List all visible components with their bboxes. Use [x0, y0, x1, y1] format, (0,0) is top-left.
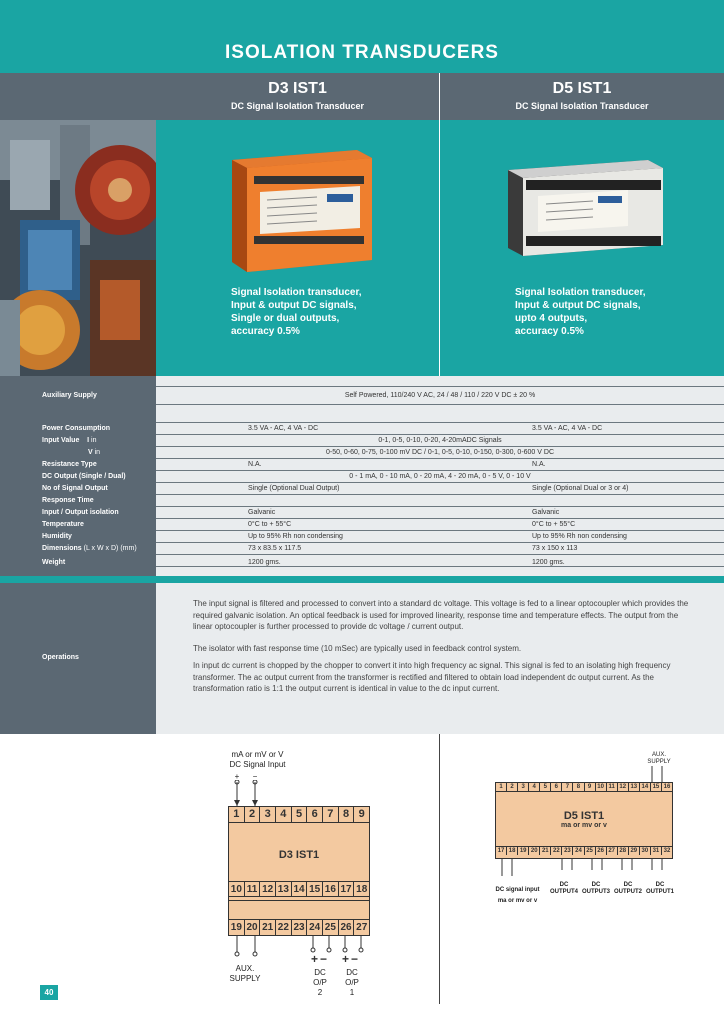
d3-aux-2: SUPPLY — [229, 974, 261, 983]
value-temperature-d5: 0°C to + 55°C — [532, 521, 576, 528]
label-dc-output: DC Output (Single / Dual) — [42, 473, 126, 480]
label-auxiliary-supply: Auxiliary Supply — [42, 392, 97, 399]
value-input-current: 0-1, 0-5, 0-10, 0-20, 4-20mADC Signals — [378, 437, 502, 444]
pin: 4 — [276, 807, 292, 822]
d3-input-label — [205, 750, 310, 770]
industrial-photo — [0, 120, 156, 376]
d5-desc-line: Signal Isolation transducer, — [515, 287, 646, 298]
pin: 7 — [323, 807, 339, 822]
d3-aux-1: AUX. — [235, 964, 255, 973]
product-subtitle-d3: DC Signal Isolation Transducer — [230, 101, 365, 111]
row-divider — [156, 530, 724, 531]
d3-desc-line: Input & output DC signals, — [231, 300, 357, 311]
d3-desc-line: Signal Isolation transducer, — [231, 287, 362, 298]
d5-output2-label — [612, 882, 644, 896]
d3-input-label-2: DC Signal Input — [229, 760, 286, 769]
d5-output2-dc: DC — [623, 882, 633, 888]
value-resistance-d3: N.A. — [248, 461, 262, 468]
section-separator — [0, 576, 724, 583]
pin: 12 — [618, 783, 629, 791]
pin: 24 — [573, 847, 584, 855]
d3-device-image — [222, 140, 377, 280]
value-power-d5: 3.5 VA - AC, 4 VA - DC — [532, 425, 603, 432]
d3-aux-supply-label — [220, 964, 270, 984]
pin: 2 — [245, 807, 261, 822]
diagram-divider — [439, 734, 440, 1004]
value-outputs-d5: Single (Optional Dual or 3 or 4) — [532, 485, 629, 492]
d5-aux-1: AUX. — [651, 752, 666, 758]
d5-output1-name: OUTPUT1 — [645, 889, 674, 895]
pin: 9 — [358, 808, 365, 820]
label-input-value-text: Input Value — [42, 437, 80, 444]
pin: 6 — [551, 783, 562, 791]
d3-op1-3: 1 — [349, 988, 355, 997]
pin: 30 — [640, 847, 651, 855]
value-weight-d3: 1200 gms. — [248, 559, 281, 566]
label-dimensions — [42, 544, 137, 553]
d3-pins-bottom — [229, 919, 369, 935]
label-input-v-in: in — [94, 449, 101, 456]
pin: 11 — [245, 882, 261, 896]
row-divider — [156, 434, 724, 435]
d5-device-image — [498, 150, 668, 270]
d3-module-name: D3 IST1 — [278, 849, 320, 861]
value-outputs-d3: Single (Optional Dual Output) — [248, 485, 340, 492]
label-response-time: Response Time — [42, 497, 94, 504]
pin: 13 — [276, 882, 292, 896]
d3-desc-line: accuracy 0.5% — [231, 326, 300, 337]
d3-pins-top — [229, 807, 369, 823]
d3-op1-1: DC — [346, 968, 358, 977]
value-isolation-d3: Galvanic — [248, 509, 276, 516]
row-divider — [156, 542, 724, 543]
d3-input-plus: + — [234, 772, 240, 781]
pin: 5 — [540, 783, 551, 791]
pin: 7 — [562, 783, 573, 791]
image-divider — [439, 120, 440, 376]
product-name-d3: D3 IST1 — [268, 80, 327, 97]
row-divider — [156, 482, 724, 483]
d5-pins-bottom — [496, 846, 672, 855]
d5-output3-label — [580, 882, 612, 896]
d5-description — [515, 286, 646, 338]
d3-description — [231, 286, 362, 338]
label-isolation: Input / Output isolation — [42, 509, 119, 516]
pin: 13 — [629, 783, 640, 791]
label-power-consumption: Power Consumption — [42, 425, 111, 432]
pin: 11 — [607, 783, 618, 791]
row-divider — [156, 470, 724, 471]
pin: 16 — [663, 784, 671, 790]
row-divider — [156, 386, 724, 387]
pin: 15 — [307, 882, 323, 896]
value-humidity-d3: Up to 95% Rh non condensing — [248, 533, 343, 540]
page-number: 40 — [40, 985, 58, 1000]
d3-module-box — [228, 806, 370, 901]
row-divider — [156, 506, 724, 507]
d5-output2-name: OUTPUT2 — [613, 889, 642, 895]
pin: 21 — [260, 920, 276, 935]
d3-input-label-1: mA or mV or V — [231, 750, 284, 759]
pin: 28 — [618, 847, 629, 855]
d3-op2-3: 2 — [317, 988, 323, 997]
d5-input-sub: ma or mv or v — [497, 898, 538, 904]
label-resistance-type: Resistance Type — [42, 461, 97, 468]
pin: 21 — [540, 847, 551, 855]
pin: 14 — [640, 783, 651, 791]
pin: 4 — [529, 783, 540, 791]
pin: 17 — [339, 882, 355, 896]
value-isolation-d5: Galvanic — [532, 509, 560, 516]
pin: 22 — [276, 920, 292, 935]
product-subtitle-d5: DC Signal Isolation Transducer — [515, 101, 649, 111]
page-title: ISOLATION TRANSDUCERS — [225, 42, 499, 63]
d5-output4-dc: DC — [559, 882, 569, 888]
pin: 8 — [573, 783, 584, 791]
pin: 14 — [292, 882, 308, 896]
row-divider — [156, 494, 724, 495]
row-divider — [156, 404, 724, 405]
d3-op1-polarity — [342, 952, 360, 966]
value-input-voltage: 0-50, 0-60, 0-75, 0-100 mV DC / 0-1, 0-5, 0-10, 0-150, 0-300, 0-600 V DC — [325, 449, 554, 456]
pin: 31 — [651, 847, 662, 855]
label-dimensions-text: Dimensions — [42, 545, 82, 552]
pin: 26 — [596, 847, 607, 855]
pin: 19 — [229, 920, 245, 935]
operations-label: Operations — [42, 654, 79, 661]
pin: 20 — [245, 920, 261, 935]
pin: 18 — [356, 884, 368, 895]
d5-pins-top — [496, 783, 672, 792]
pin: 26 — [339, 920, 355, 935]
operations-paragraph: In input dc current is chopped by the chopper to convert it into high frequency ac signal. This signal is fed to an isolating high frequency transformer. The ac output current from the transformer is rectified and filtered to obtain load independent dc output current. As the transformation ratio is 1:1 the output current is identical in value to the dc input current. — [193, 661, 671, 693]
label-weight: Weight — [42, 559, 66, 566]
pin: 10 — [596, 783, 607, 791]
pin: 25 — [323, 920, 339, 935]
d5-module-sub: ma or mv or v — [561, 822, 607, 829]
d3-op2-2: O/P — [313, 978, 327, 987]
pin: 18 — [507, 847, 518, 855]
pin: 10 — [229, 882, 245, 896]
row-divider — [156, 518, 724, 519]
row-divider — [156, 554, 724, 555]
d3-input-minus: − — [252, 772, 258, 781]
label-temperature: Temperature — [42, 521, 84, 528]
value-resistance-d5: N.A. — [532, 461, 546, 468]
minus-sign: − — [351, 952, 361, 966]
pin: 1 — [229, 807, 245, 822]
d5-aux-2: SUPPLY — [647, 759, 671, 765]
d5-output1-label — [644, 882, 676, 896]
pin: 27 — [356, 922, 368, 933]
value-temperature-d3: 0°C to + 55°C — [248, 521, 292, 528]
label-input-in: in — [91, 437, 97, 444]
plus-sign: + — [311, 952, 321, 966]
d5-module-name: D5 IST1 — [563, 810, 605, 822]
row-divider — [156, 458, 724, 459]
value-weight-d5: 1200 gms. — [532, 559, 565, 566]
d5-desc-line: upto 4 outputs, — [515, 313, 588, 324]
pin: 15 — [651, 783, 662, 791]
value-auxiliary-supply: Self Powered, 110/240 V AC, 24 / 48 / 110 / 220 V DC ± 20 % — [344, 392, 536, 399]
plus-sign: + — [342, 952, 352, 966]
pin: 22 — [551, 847, 562, 855]
d3-pins-mid — [229, 881, 369, 897]
d5-output4-name: OUTPUT4 — [549, 889, 578, 895]
pin: 20 — [529, 847, 540, 855]
pin: 24 — [307, 920, 323, 935]
operations-paragraph: The input signal is filtered and processed to convert into a standard dc voltage. This voltage is fed to a linear optocoupler which provides the required galvanic isolation. An optical feedback is used for improved linearity, response time and temperature effects. The output from the linear optocoupler is further processed to provide dc voltage / current output. — [193, 599, 689, 631]
label-dimensions-unit: (L x W x D) (mm) — [83, 545, 137, 552]
d5-input-label: DC signal input — [495, 887, 540, 893]
pin: 23 — [562, 847, 573, 855]
value-humidity-d5: Up to 95% Rh non condensing — [532, 533, 627, 540]
d3-op2-1: DC — [314, 968, 326, 977]
pin: 8 — [339, 807, 355, 822]
label-input-v-text: V — [88, 449, 93, 456]
pin: 3 — [260, 807, 276, 822]
value-dimensions-d3: 73 x 83.5 x 117.5 — [248, 545, 302, 552]
d5-module-box — [495, 782, 673, 859]
pin: 6 — [307, 807, 323, 822]
d3-desc-line: Single or dual outputs, — [231, 313, 340, 324]
operations-paragraph: The isolator with fast response time (10 mSec) are typically used in feedback control system. — [193, 644, 522, 653]
pin: 32 — [663, 848, 671, 854]
value-dimensions-d5: 73 x 150 x 113 — [532, 545, 578, 552]
label-humidity: Humidity — [42, 533, 72, 540]
d5-output3-name: OUTPUT3 — [581, 889, 610, 895]
product-name-d5: D5 IST1 — [552, 80, 612, 97]
row-divider — [156, 446, 724, 447]
d5-output1-dc: DC — [655, 882, 665, 888]
row-divider — [156, 566, 724, 567]
pin: 2 — [507, 783, 518, 791]
pin: 5 — [292, 807, 308, 822]
d5-output3-dc: DC — [591, 882, 601, 888]
minus-sign: − — [320, 952, 330, 966]
d5-desc-line: Input & output DC signals, — [515, 300, 641, 311]
pin: 9 — [585, 783, 596, 791]
pin: 29 — [629, 847, 640, 855]
d3-op2-polarity — [311, 952, 329, 966]
row-divider — [156, 422, 724, 423]
d3-op2-label — [305, 968, 335, 998]
d5-output4-label — [548, 882, 580, 896]
pin: 17 — [496, 847, 507, 855]
pin: 16 — [323, 882, 339, 896]
value-dc-output: 0 - 1 mA, 0 - 10 mA, 0 - 20 mA, 4 - 20 mA, 0 - 5 V, 0 - 10 V — [349, 473, 531, 480]
pin: 25 — [585, 847, 596, 855]
label-no-of-signal-output: No of Signal Output — [42, 485, 108, 492]
label-input-value — [42, 436, 96, 445]
pin: 19 — [518, 847, 529, 855]
d3-module-base — [228, 901, 370, 936]
d3-op1-label — [337, 968, 367, 998]
d5-aux-label — [644, 752, 674, 766]
label-input-i: I — [87, 437, 90, 444]
d3-op1-2: O/P — [345, 978, 359, 987]
pin: 12 — [260, 882, 276, 896]
pin: 3 — [518, 783, 529, 791]
pin: 27 — [607, 847, 618, 855]
label-input-v — [88, 448, 100, 457]
pin: 23 — [292, 920, 308, 935]
d5-desc-line: accuracy 0.5% — [515, 326, 584, 337]
pin: 1 — [496, 783, 507, 791]
value-power-d3: 3.5 VA - AC, 4 VA - DC — [248, 425, 319, 432]
